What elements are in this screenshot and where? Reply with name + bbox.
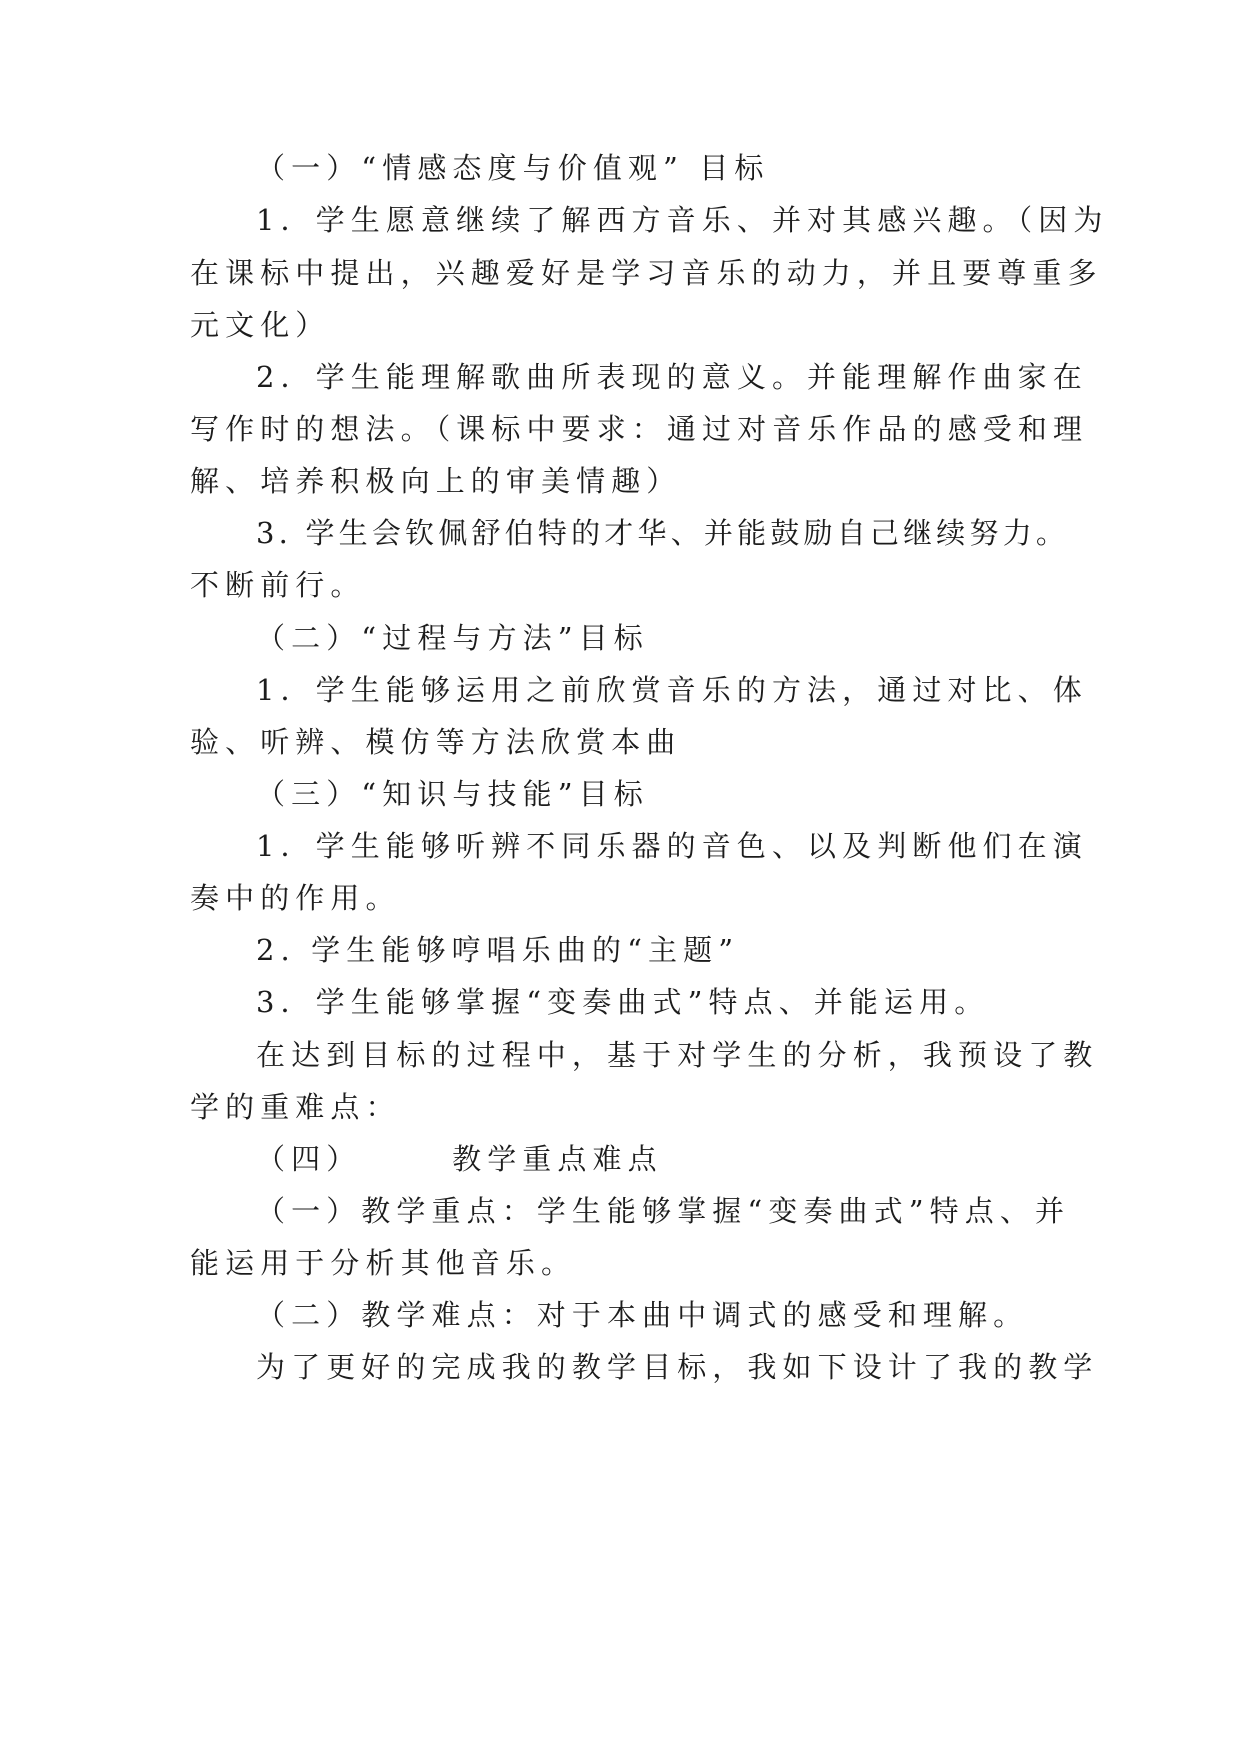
paragraph-line: 奏中的作用。 xyxy=(190,881,401,915)
paragraph-line: 1．学生能够听辨不同乐器的音色、以及判断他们在演 xyxy=(256,829,1088,863)
heading-key-difficult-points: （四） 教学重点难点 xyxy=(256,1142,663,1176)
heading-knowledge-goals: （三）“知识与技能”目标 xyxy=(256,777,649,811)
paragraph-line: （一）教学重点：学生能够掌握“变奏曲式”特点、并 xyxy=(256,1194,1071,1228)
paragraph-line: 3. 学生会钦佩舒伯特的才华、并能鼓励自己继续努力。 xyxy=(256,516,1070,550)
paragraph-line: 3．学生能够掌握“变奏曲式”特点、并能运用。 xyxy=(256,985,990,1019)
paragraph-line: 为了更好的完成我的教学目标，我如下设计了我的教学 xyxy=(256,1350,1099,1384)
paragraph-line: 验、听辨、模仿等方法欣赏本曲 xyxy=(190,725,682,759)
paragraph-line: 在课标中提出，兴趣爱好是学习音乐的动力，并且要尊重多 xyxy=(190,256,1103,290)
paragraph-line: 1．学生能够运用之前欣赏音乐的方法，通过对比、体 xyxy=(256,673,1088,707)
paragraph-line: 学的重难点： xyxy=(190,1090,401,1124)
paragraph-line: 2．学生能理解歌曲所表现的意义。并能理解作曲家在 xyxy=(256,360,1088,394)
paragraph-line: 2. 学生能够哼唱乐曲的“主题” xyxy=(256,933,740,967)
paragraph-line: 元文化） xyxy=(190,308,331,342)
heading-emotional-goals: （一）“情感态度与价值观” 目标 xyxy=(256,151,770,185)
paragraph-line: （二）教学难点：对于本曲中调式的感受和理解。 xyxy=(256,1298,1029,1332)
paragraph-line: 能运用于分析其他音乐。 xyxy=(190,1246,577,1280)
paragraph-line: 1．学生愿意继续了解西方音乐、并对其感兴趣。（因为 xyxy=(256,203,1109,237)
paragraph-line: 在达到目标的过程中，基于对学生的分析，我预设了教 xyxy=(256,1038,1099,1072)
paragraph-line: 写作时的想法。（课标中要求：通过对音乐作品的感受和理 xyxy=(190,412,1089,446)
paragraph-line: 不断前行。 xyxy=(190,568,366,602)
heading-process-goals: （二）“过程与方法”目标 xyxy=(256,621,649,655)
paragraph-line: 解、培养积极向上的审美情趣） xyxy=(190,464,682,498)
